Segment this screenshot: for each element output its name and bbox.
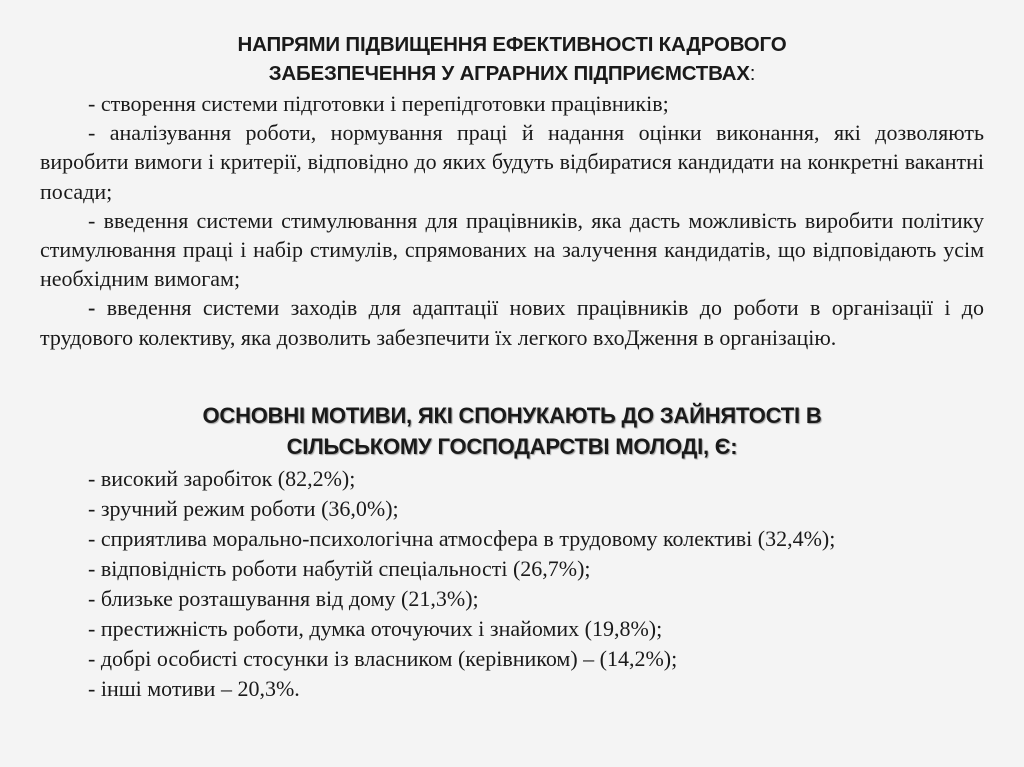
paragraph-4-text: введення системи заходів для адаптації нових працівників до роботи в організації і до трудового колективу, яка дозволить забезпечити їх легкого вхоДження в організацію. — [40, 295, 985, 350]
paragraph-1: - створення системи підготовки і перепідготовки працівників; — [88, 91, 669, 116]
section2-heading-line2: СІЛЬСЬКОМУ ГОСПОДАРСТВІ МОЛОДІ, Є: — [286, 434, 738, 459]
section1-body — [40, 89, 984, 352]
list-item: - близьке розташування від дому (21,3%); — [88, 586, 479, 611]
paragraph-4 — [40, 293, 984, 351]
list-item: - відповідність роботи набутій спеціальності (26,7%); — [88, 556, 591, 581]
paragraph-2: - аналізування роботи, нормування праці й надання оцінки виконання, які дозволяють виробити вимоги і критерії, відповідно до яких будуть відбиратися кандидати на конкретні вакантні посади; — [40, 120, 984, 204]
paragraph-3: - введення системи стимулювання для працівників, яка дасть можливість виробити політику стимулювання праці і набір стимулів, спрямованих на залучення кандидатів, що відповідають усім необхідним вимогам; — [40, 207, 984, 292]
section1-heading-line1: НАПРЯМИ ПІДВИЩЕННЯ ЕФЕКТИВНОСТІ КАДРОВОГО — [237, 33, 787, 56]
list-item: - престижність роботи, думка оточуючих і знайомих (19,8%); — [88, 616, 663, 641]
section1-heading-line2 — [40, 59, 984, 88]
list-item: - інші мотиви – 20,3%. — [88, 676, 300, 701]
list-item: - зручний режим роботи (36,0%); — [88, 496, 399, 521]
paragraph-4-dash: - — [88, 295, 96, 321]
section1-heading-line2-text: ЗАБЕЗПЕЧЕННЯ У АГРАРНИХ ПІДПРИЄМСТВАХ — [268, 62, 750, 85]
list-item: - високий заробіток (82,2%); — [88, 466, 356, 491]
section1-heading — [40, 30, 984, 88]
section1-heading-colon: : — [749, 62, 756, 85]
list-item: - сприятлива морально-психологічна атмосфера в трудовому колективі (32,4%); — [88, 526, 836, 551]
list-item: - добрі особисті стосунки із власником (керівником) – (14,2%); — [88, 646, 678, 671]
section2-heading-line1: ОСНОВНІ МОТИВИ, ЯКІ СПОНУКАЮТЬ ДО ЗАЙНЯТОСТІ В — [202, 403, 822, 428]
section2-heading — [40, 400, 984, 462]
